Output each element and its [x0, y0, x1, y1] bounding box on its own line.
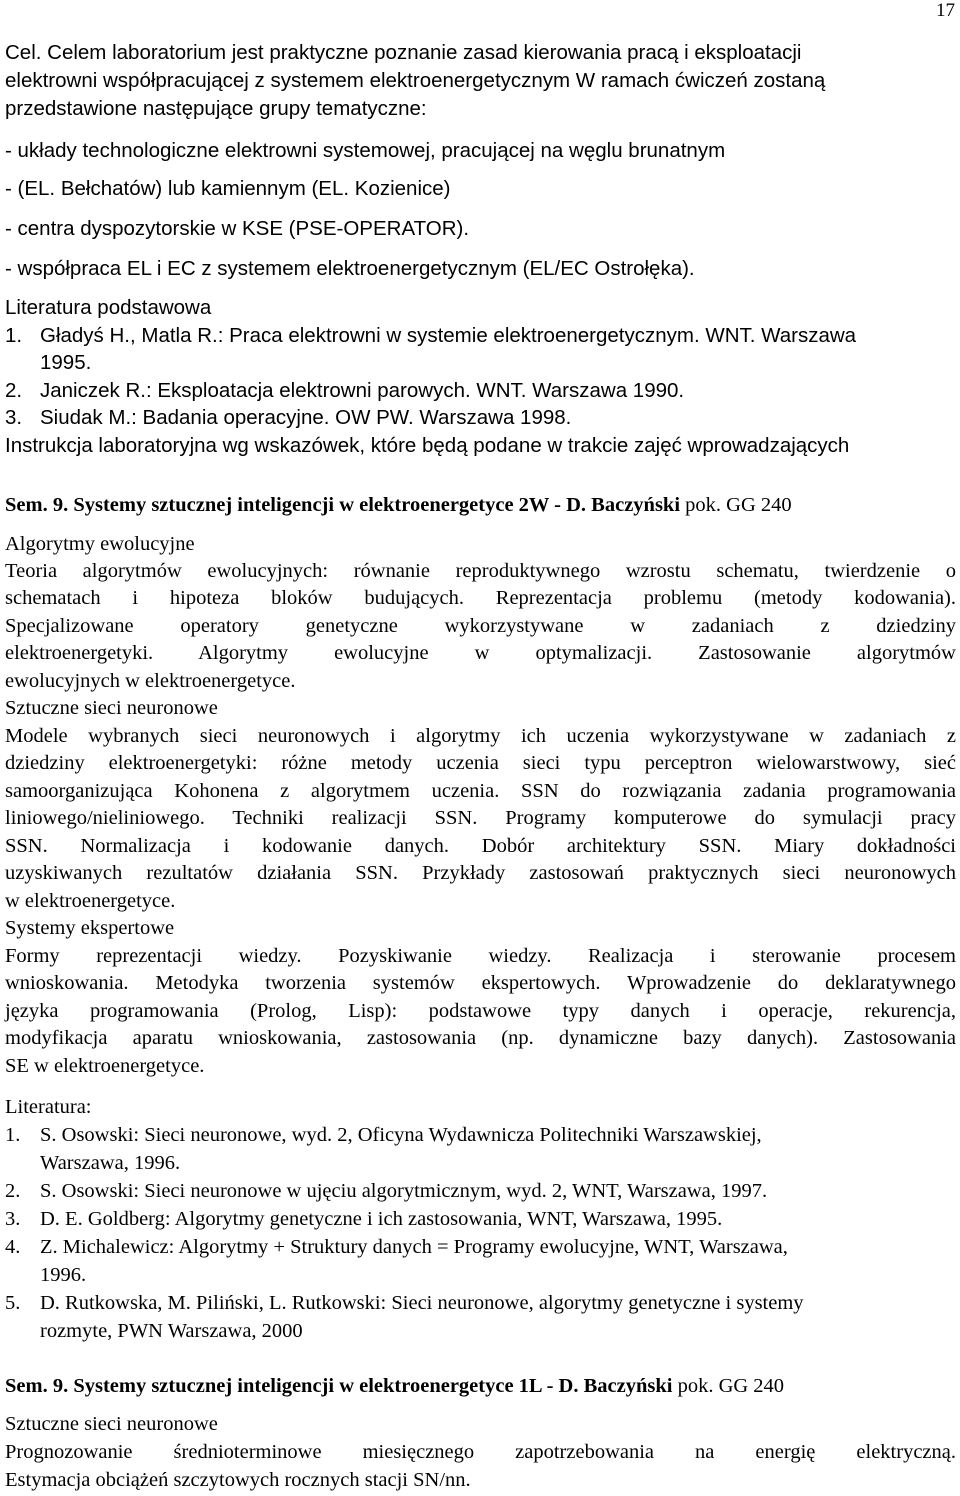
- item-text: D. E. Goldberg: Algorytmy genetyczne i ich zastosowania, WNT, Warszawa, 1995.: [40, 1208, 723, 1230]
- literature-item: [5, 405, 571, 431]
- paragraph-line: Formy reprezentacji wiedzy. Pozyskiwanie wiedzy. Realizacja i sterowanie procesem: [5, 945, 956, 967]
- item-number: 3.: [5, 406, 23, 429]
- paragraph-line: wnioskowania. Metodyka tworzenia systemów ekspertowych. Wprowadzenie do deklaratywnego: [5, 972, 956, 994]
- literature-item-cont: 1995.: [40, 351, 92, 374]
- literature-item: [5, 1178, 767, 1204]
- section-title-bold: Sem. 9. Systemy sztucznej inteligencji w elektroenergetyce 2W - D. Baczyński: [5, 494, 681, 516]
- paragraph-line: Teoria algorytmów ewolucyjnych: równanie reproduktywnego wzrostu schematu, twierdzenie o: [5, 560, 956, 582]
- item-number: 3.: [5, 1208, 21, 1230]
- paragraph-line: modyfikacja aparatu wnioskowania, zastosowania (np. dynamiczne bazy danych). Zastosowania: [5, 1027, 956, 1049]
- literature-item-cont: rozmyte, PWN Warszawa, 2000: [40, 1320, 303, 1342]
- literature-item: [5, 1122, 762, 1148]
- literature-heading: Literatura podstawowa: [5, 296, 212, 319]
- literature-item: [5, 323, 856, 349]
- topic-line: - centra dyspozytorskie w KSE (PSE-OPERATOR).: [5, 217, 470, 240]
- page-number: 17: [936, 0, 955, 21]
- paragraph-line: Prognozowanie średnioterminowe miesięcznego zapotrzebowania na energię elektryczną.: [5, 1441, 956, 1463]
- subsection-heading: Sztuczne sieci neuronowe: [5, 697, 218, 719]
- instruction-line: Instrukcja laboratoryjna wg wskazówek, które będą podane w trakcie zajęć wprowadzających: [5, 434, 850, 457]
- paragraph-line: dziedziny elektroenergetyki: różne metody uczenia sieci typu perceptron wielowarstwowy, sieć: [5, 752, 956, 774]
- subsection-heading: Systemy ekspertowe: [5, 917, 175, 939]
- paragraph-line: schematach i hipoteza bloków budujących. Reprezentacja problemu (metody kodowania).: [5, 587, 956, 609]
- topic-line: - (EL. Bełchatów) lub kamiennym (EL. Kozienice): [5, 177, 451, 200]
- literature-item-cont: 1996.: [40, 1264, 87, 1286]
- paragraph-line: języka programowania (Prolog, Lisp): podstawowe typy danych i operacje, rekurencja,: [5, 1000, 956, 1022]
- literature-item: [5, 1290, 804, 1316]
- topic-line: - układy technologiczne elektrowni systemowej, pracującej na węglu brunatnym: [5, 139, 726, 162]
- item-number: 2.: [5, 1180, 21, 1202]
- literature-item: [5, 1206, 722, 1232]
- paragraph-line: uzyskiwanych rezultatów działania SSN. Przykłady zastosowań praktycznych sieci neuronowych: [5, 862, 956, 884]
- item-number: 1.: [5, 324, 23, 347]
- intro-line: przedstawione następujące grupy tematyczne:: [5, 97, 427, 120]
- literature-item: [5, 1234, 788, 1260]
- paragraph-line: elektroenergetyki. Algorytmy ewolucyjne w optymalizacji. Zastosowanie algorytmów: [5, 642, 956, 664]
- subsection-heading: Sztuczne sieci neuronowe: [5, 1413, 218, 1435]
- paragraph-line: SSN. Normalizacja i kodowanie danych. Dobór architektury SSN. Miary dokładności: [5, 835, 956, 857]
- literature-heading: Literatura:: [5, 1096, 92, 1118]
- paragraph-line: liniowego/nieliniowego. Techniki realizacji SSN. Programy komputerowe do symulacji pracy: [5, 807, 956, 829]
- paragraph-line: SE w elektroenergetyce.: [5, 1055, 205, 1077]
- paragraph-line: w elektroenergetyce.: [5, 890, 176, 912]
- intro-line: elektrowni współpracującej z systemem elektroenergetycznym W ramach ćwiczeń zostaną: [5, 69, 826, 92]
- item-number: 1.: [5, 1124, 21, 1146]
- section-title-2w: [5, 492, 792, 518]
- section-title-room: pok. GG 240: [672, 1375, 785, 1397]
- paragraph-line: samoorganizująca Kohonena z algorytmem uczenia. SSN do rozwiązania zadania programowania: [5, 780, 956, 802]
- subsection-heading: Algorytmy ewolucyjne: [5, 533, 195, 555]
- literature-item-cont: Warszawa, 1996.: [40, 1152, 181, 1174]
- paragraph-line: Modele wybranych sieci neuronowych i algorytmy ich uczenia wykorzystywane w zadaniach z: [5, 725, 956, 747]
- item-number: 5.: [5, 1292, 21, 1314]
- section-title-bold: Sem. 9. Systemy sztucznej inteligencji w elektroenergetyce 1L - D. Baczyński: [5, 1375, 673, 1397]
- item-text: Z. Michalewicz: Algorytmy + Struktury danych = Programy ewolucyjne, WNT, Warszawa,: [40, 1236, 788, 1258]
- section-title-1l: [5, 1373, 784, 1399]
- item-number: 4.: [5, 1236, 21, 1258]
- item-text: S. Osowski: Sieci neuronowe w ujęciu algorytmicznym, wyd. 2, WNT, Warszawa, 1997.: [40, 1180, 768, 1202]
- paragraph-line: Estymacja obciążeń szczytowych rocznych stacji SN/nn.: [5, 1469, 471, 1491]
- item-text: Siudak M.: Badania operacyjne. OW PW. Warszawa 1998.: [40, 406, 572, 429]
- topic-line: - współpraca EL i EC z systemem elektroenergetycznym (EL/EC Ostrołęka).: [5, 257, 695, 280]
- item-text: D. Rutkowska, M. Piliński, L. Rutkowski: Sieci neuronowe, algorytmy genetyczne i systemy: [40, 1292, 804, 1314]
- paragraph-line: Specjalizowane operatory genetyczne wykorzystywane w zadaniach z dziedziny: [5, 615, 956, 637]
- section-title-room: pok. GG 240: [680, 494, 792, 516]
- item-text: Janiczek R.: Eksploatacja elektrowni parowych. WNT. Warszawa 1990.: [40, 379, 685, 402]
- paragraph-line: ewolucyjnych w elektroenergetyce.: [5, 670, 296, 692]
- item-text: Gładyś H., Matla R.: Praca elektrowni w systemie elektroenergetycznym. WNT. Warszawa: [40, 324, 857, 347]
- item-text: S. Osowski: Sieci neuronowe, wyd. 2, Oficyna Wydawnicza Politechniki Warszawskiej,: [40, 1124, 762, 1146]
- literature-item: [5, 378, 684, 404]
- intro-line: Cel. Celem laboratorium jest praktyczne poznanie zasad kierowania pracą i eksploatacji: [5, 41, 802, 64]
- item-number: 2.: [5, 379, 23, 402]
